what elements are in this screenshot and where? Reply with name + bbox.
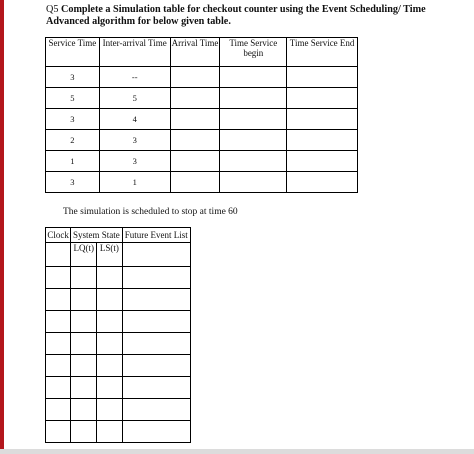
header-lq: LQ(t)	[71, 243, 97, 267]
arrival-time-cell	[170, 67, 220, 88]
header-time-service-begin: Time Service begin	[220, 38, 287, 67]
clock-cell	[46, 289, 71, 311]
table-row	[46, 267, 191, 289]
header-system-state: System State	[71, 228, 122, 243]
service-time-cell: 3	[46, 172, 100, 193]
inter-arrival-cell: 3	[99, 130, 170, 151]
table-row	[46, 172, 358, 193]
table-row	[46, 355, 191, 377]
service-begin-cell	[220, 67, 287, 88]
inter-arrival-cell: 5	[99, 88, 170, 109]
future-event-cell	[122, 399, 190, 421]
event-scheduling-table	[45, 227, 191, 443]
arrival-time-cell	[170, 109, 220, 130]
event-table-header-row	[46, 228, 191, 243]
stop-time-note: The simulation is scheduled to stop at time 60	[63, 207, 238, 217]
lq-cell	[71, 311, 97, 333]
table-row	[46, 399, 191, 421]
service-time-cell: 2	[46, 130, 100, 151]
service-end-cell	[287, 109, 358, 130]
future-event-cell	[122, 243, 190, 267]
service-begin-cell	[220, 88, 287, 109]
service-begin-cell	[220, 172, 287, 193]
arrival-time-cell	[170, 151, 220, 172]
ls-cell	[97, 289, 122, 311]
question-text	[46, 4, 456, 28]
clock-cell	[46, 243, 71, 267]
clock-cell	[46, 421, 71, 443]
clock-cell	[46, 355, 71, 377]
header-service-time: Service Time	[46, 38, 100, 67]
table-row	[46, 109, 358, 130]
header-arrival-time: Arrival Time	[170, 38, 220, 67]
service-end-cell	[287, 67, 358, 88]
future-event-cell	[122, 421, 190, 443]
simulation-table-header-row	[46, 38, 358, 67]
clock-cell	[46, 267, 71, 289]
question-body: Complete a Simulation table for checkout counter using the Event Scheduling/ Time Advanced algorithm for below given table.	[46, 4, 426, 27]
ls-cell	[97, 399, 122, 421]
clock-cell	[46, 377, 71, 399]
arrival-time-cell	[170, 130, 220, 151]
event-table-subheader-row	[46, 243, 191, 267]
header-time-service-end: Time Service End	[287, 38, 358, 67]
clock-cell	[46, 311, 71, 333]
table-row	[46, 377, 191, 399]
arrival-time-cell	[170, 172, 220, 193]
service-begin-cell	[220, 151, 287, 172]
future-event-cell	[122, 377, 190, 399]
left-border-accent	[0, 0, 4, 454]
ls-cell	[97, 311, 122, 333]
table-row	[46, 67, 358, 88]
header-inter-arrival-time: Inter-arrival Time	[99, 38, 170, 67]
header-ls: LS(t)	[97, 243, 122, 267]
header-future-event-list: Future Event List	[122, 228, 190, 243]
service-end-cell	[287, 151, 358, 172]
service-time-cell: 3	[46, 109, 100, 130]
inter-arrival-cell: 1	[99, 172, 170, 193]
lq-cell	[71, 267, 97, 289]
service-end-cell	[287, 172, 358, 193]
inter-arrival-cell: --	[99, 67, 170, 88]
future-event-cell	[122, 267, 190, 289]
table-row	[46, 151, 358, 172]
service-time-cell: 1	[46, 151, 100, 172]
ls-cell	[97, 377, 122, 399]
table-row	[46, 421, 191, 443]
clock-cell	[46, 333, 71, 355]
future-event-cell	[122, 289, 190, 311]
inter-arrival-cell: 3	[99, 151, 170, 172]
table-row	[46, 289, 191, 311]
service-end-cell	[287, 88, 358, 109]
table-row	[46, 130, 358, 151]
lq-cell	[71, 289, 97, 311]
bottom-scroll-strip	[0, 449, 474, 454]
future-event-cell	[122, 355, 190, 377]
clock-cell	[46, 399, 71, 421]
future-event-cell	[122, 311, 190, 333]
service-time-cell: 5	[46, 88, 100, 109]
ls-cell	[97, 267, 122, 289]
table-row	[46, 88, 358, 109]
lq-cell	[71, 421, 97, 443]
header-clock: Clock	[46, 228, 71, 243]
service-begin-cell	[220, 130, 287, 151]
lq-cell	[71, 333, 97, 355]
table-row	[46, 333, 191, 355]
arrival-time-cell	[170, 88, 220, 109]
service-time-cell: 3	[46, 67, 100, 88]
inter-arrival-cell: 4	[99, 109, 170, 130]
lq-cell	[71, 355, 97, 377]
ls-cell	[97, 421, 122, 443]
lq-cell	[71, 399, 97, 421]
question-number: Q5	[46, 4, 59, 15]
service-end-cell	[287, 130, 358, 151]
service-begin-cell	[220, 109, 287, 130]
table-row	[46, 311, 191, 333]
ls-cell	[97, 333, 122, 355]
future-event-cell	[122, 333, 190, 355]
lq-cell	[71, 377, 97, 399]
ls-cell	[97, 355, 122, 377]
simulation-table	[45, 37, 358, 193]
